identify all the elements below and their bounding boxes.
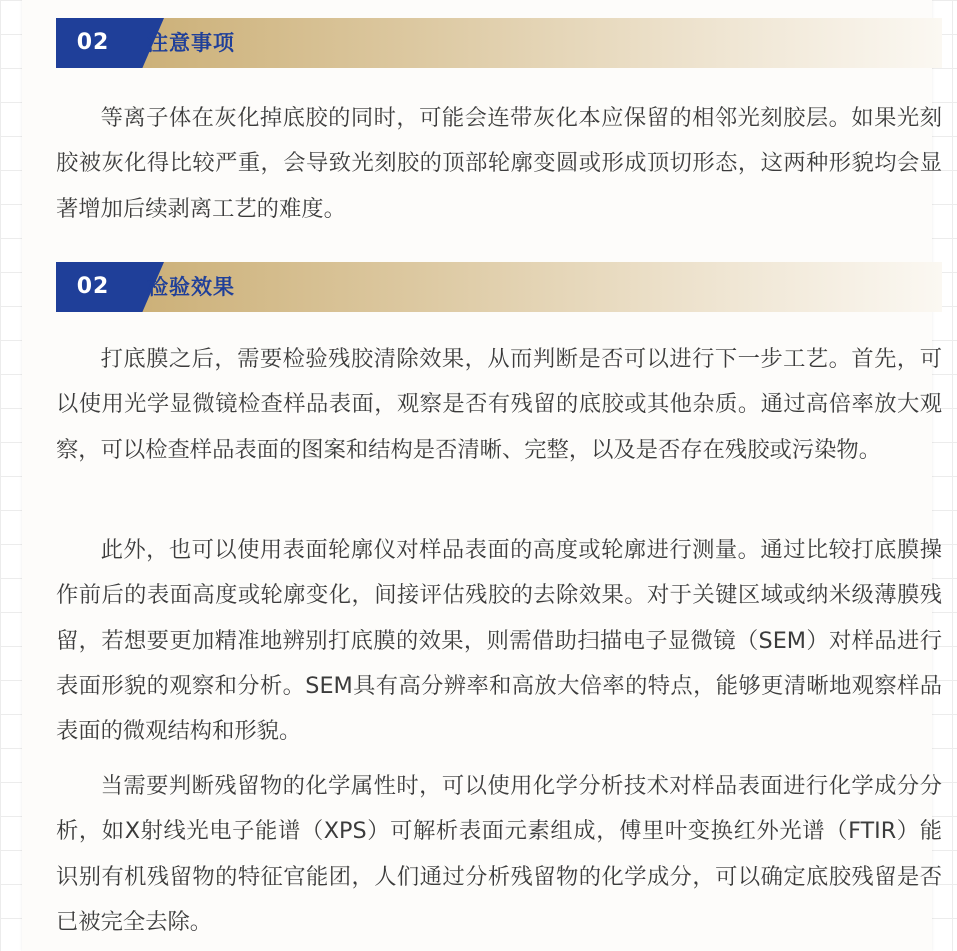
paragraph-notes: 等离子体在灰化掉底胶的同时，可能会连带灰化本应保留的相邻光刻胶层。如果光刻胶被灰化得比较严重，会导致光刻胶的顶部轮廓变圆或形成顶切形态，这两种形貌均会显著增加后续剥离工艺的难度。 [56,105,942,222]
section-header-inspection [56,262,942,312]
section-header-notes [56,18,942,68]
paragraph-inspection-2: 此外，也可以使用表面轮廓仪对样品表面的高度或轮廓进行测量。通过比较打底膜操作前后的表面高度或轮廓变化，间接评估残胶的去除效果。对于关键区域或纳米级薄膜残留，若想要更加精准地辨别打底膜的效果，则需借助扫描电子显微镜（SEM）对样品进行表面形貌的观察和分析。SEM具有高分辨率和高放大倍率的特点，能够更清晰地观察样品表面的微观结构和形貌。 [56,537,942,745]
section-title-notes: 注意事项 [147,31,235,55]
paragraph-inspection-3: 当需要判断残留物的化学属性时，可以使用化学分析技术对样品表面进行化学成分分析，如X射线光电子能谱（XPS）可解析表面元素组成，傅里叶变换红外光谱（FTIR）能识别有机残留物的特征官能团，人们通过分析残留物的化学成分，可以确定底胶残留是否已被完全去除。 [56,773,942,935]
section-title-inspection: 检验效果 [147,275,235,299]
section-number: 02 [76,30,110,55]
article-card [22,0,942,951]
paragraph-inspection-1: 打底膜之后，需要检验残胶清除效果，从而判断是否可以进行下一步工艺。首先，可以使用光学显微镜检查样品表面，观察是否有残留的底胶或其他杂质。通过高倍率放大观察，可以检查样品表面的图案和结构是否清晰、完整，以及是否存在残胶或污染物。 [56,346,942,463]
section-number: 02 [76,274,110,299]
